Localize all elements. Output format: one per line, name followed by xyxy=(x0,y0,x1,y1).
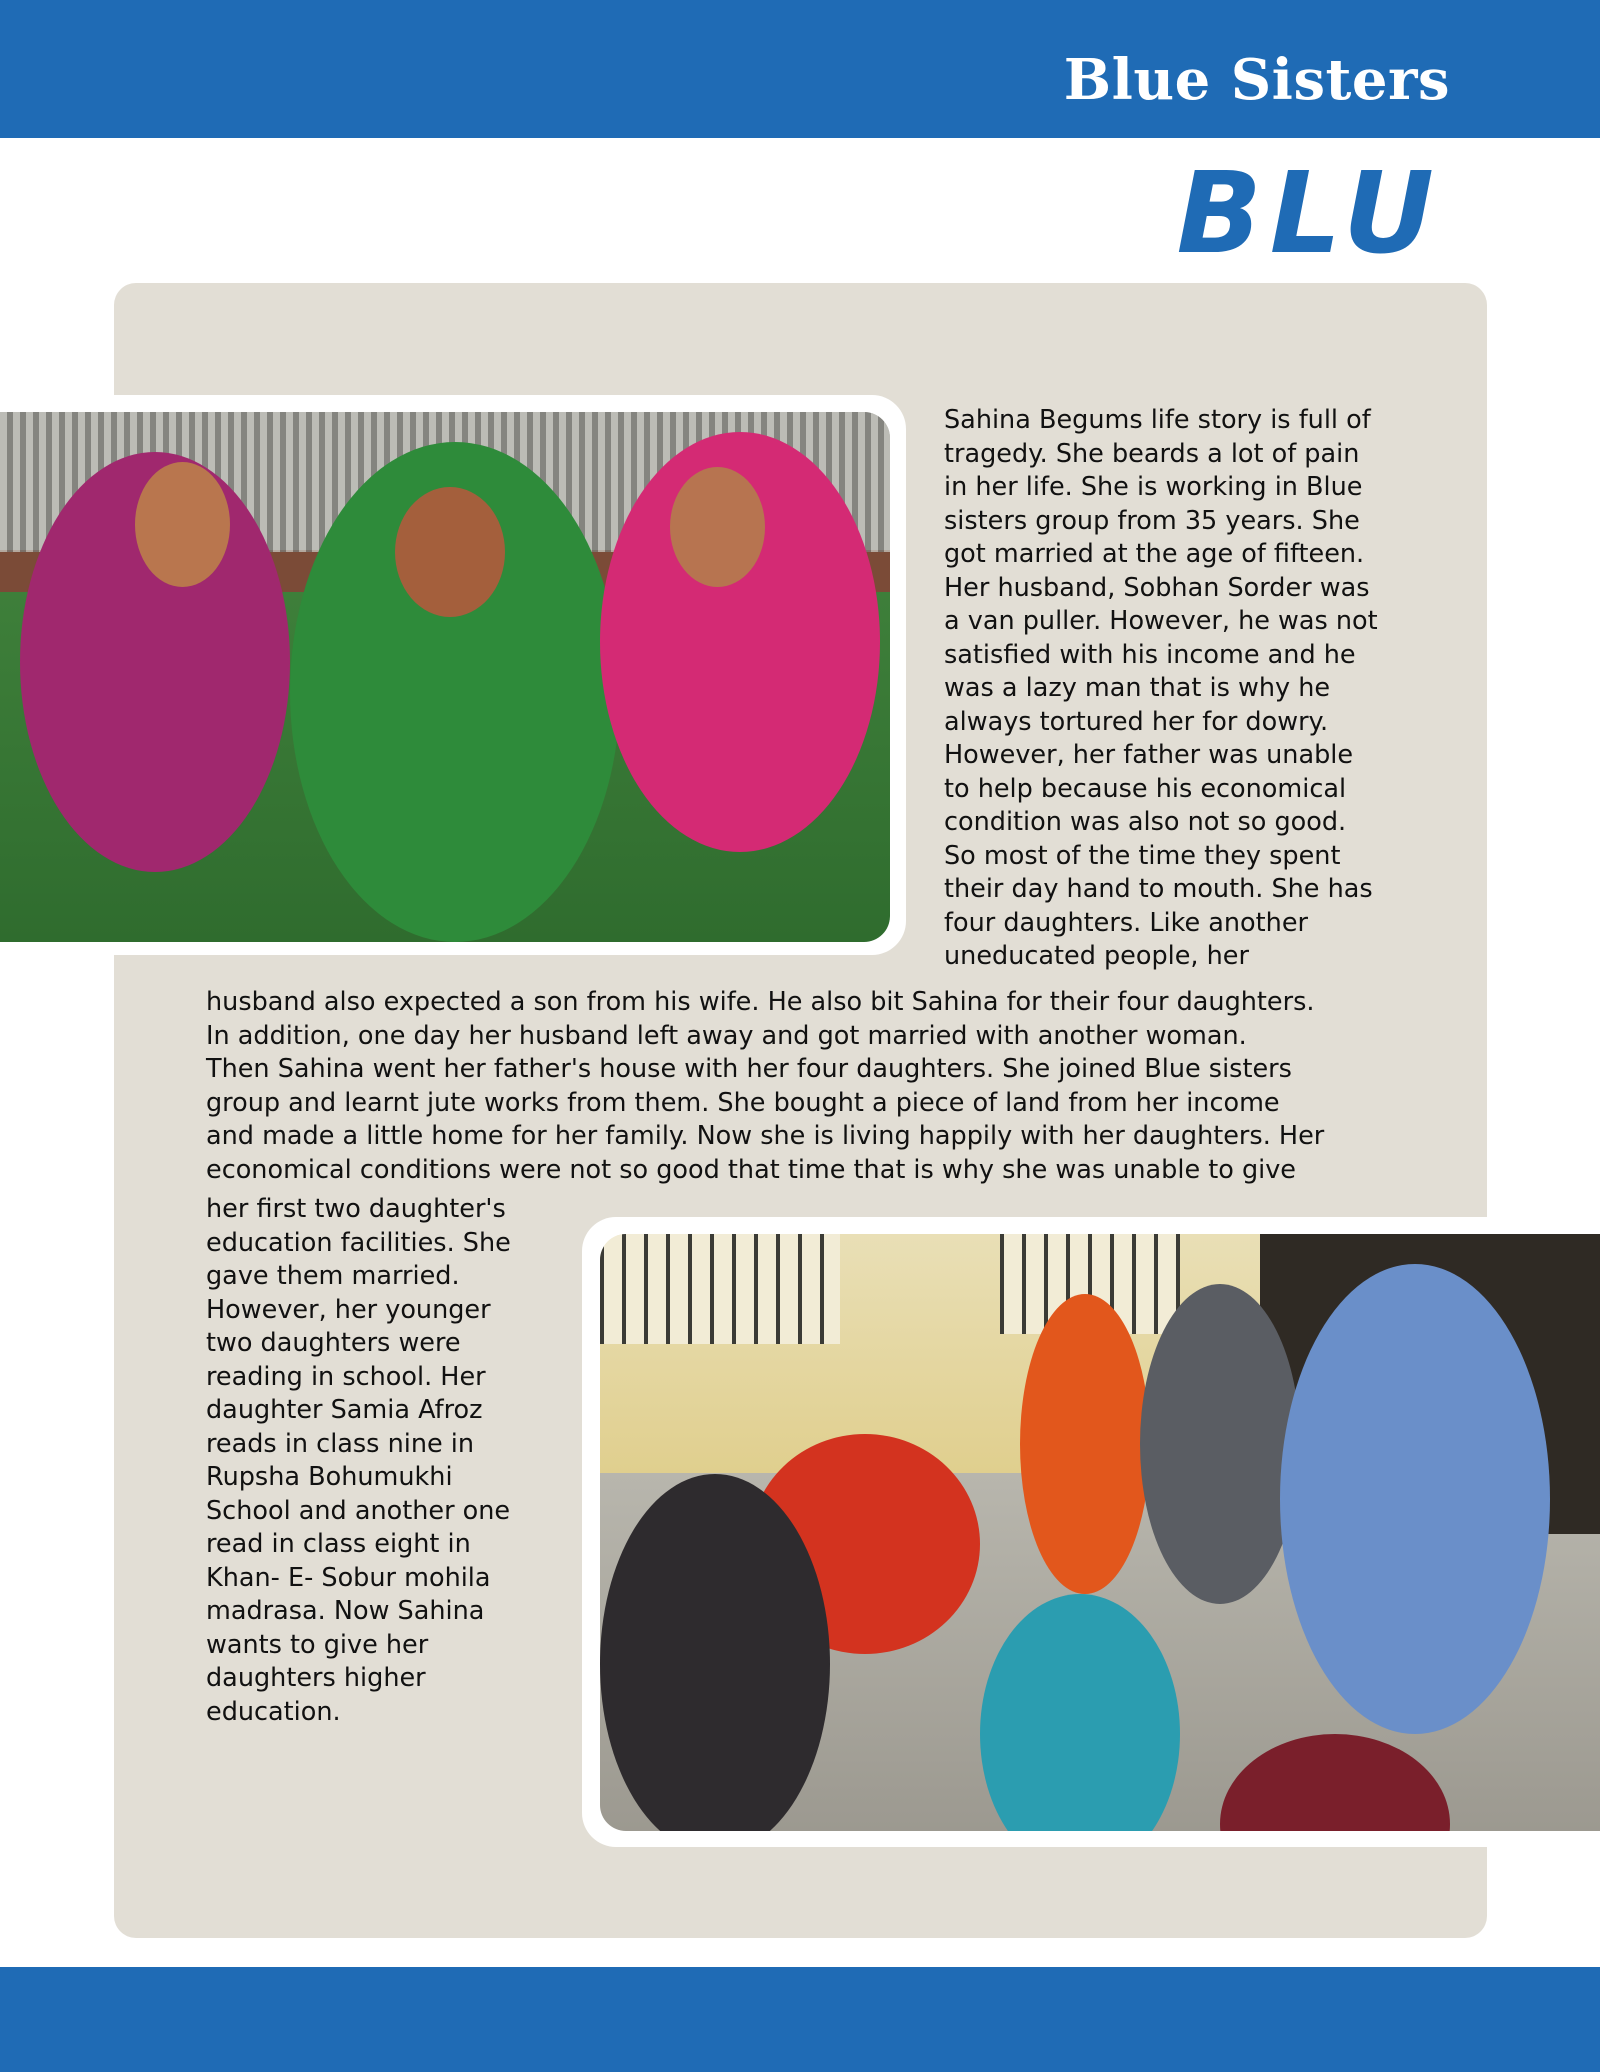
header-title: Blue Sisters xyxy=(1063,47,1450,113)
article-text-full-width: husband also expected a son from his wife. He also bit Sahina for their four daughters. In addition, one day her husband left away and got married with another woman. Then Sahina went her father's house with her four daughters. She joined Blue sisters group and learnt jute works from them. She bought a piece of land from her income and made a little home for her family. Now she is living happily with her daughters. Her economical conditions were not so good that time that is why she was unable to give xyxy=(206,987,1325,1185)
photo-crowd-maroon xyxy=(1220,1734,1450,1831)
footer-band xyxy=(0,1967,1600,2072)
section-script-title: BLU xyxy=(1176,149,1442,279)
photo-face-center xyxy=(395,487,505,617)
photo-crowd-dark xyxy=(600,1474,830,1831)
photo-person-blue xyxy=(1280,1264,1550,1734)
photo-person-orange xyxy=(1020,1294,1150,1594)
article-text-column-bottom: her first two daughter's education facilities. She gave them married. However, her younger two daughters were reading in school. Her daughter Samia Afroz reads in class nine in Rupsha Bohumukhi School and another one read in class eight in Khan- E- Sobur mohila madrasa. Now Sahina wants to give her daughters higher education. xyxy=(206,1194,511,1727)
article-text-column-top: Sahina Begums life story is full of tragedy. She beards a lot of pain in her life. She is working in Blue sisters group from 35 years. She got married at the age of fifteen. Her husband, Sobhan Sorder was a van puller. However, he was not satisfied with his income and he was a lazy man that is why he always tortured her for dowry. However, her father was unable to help because his economical condition was also not so good. So most of the time they spent their day hand to mouth. She has four daughters. Like another uneducated people, her xyxy=(944,405,1378,971)
photo-face-right xyxy=(670,467,765,587)
photo-group-meeting xyxy=(600,1234,1600,1831)
photo-window-left xyxy=(600,1234,840,1344)
photo-person-grey xyxy=(1140,1284,1300,1604)
photo-three-women xyxy=(0,412,890,942)
photo-face-left xyxy=(135,462,230,587)
photo-crowd-teal xyxy=(980,1594,1180,1831)
